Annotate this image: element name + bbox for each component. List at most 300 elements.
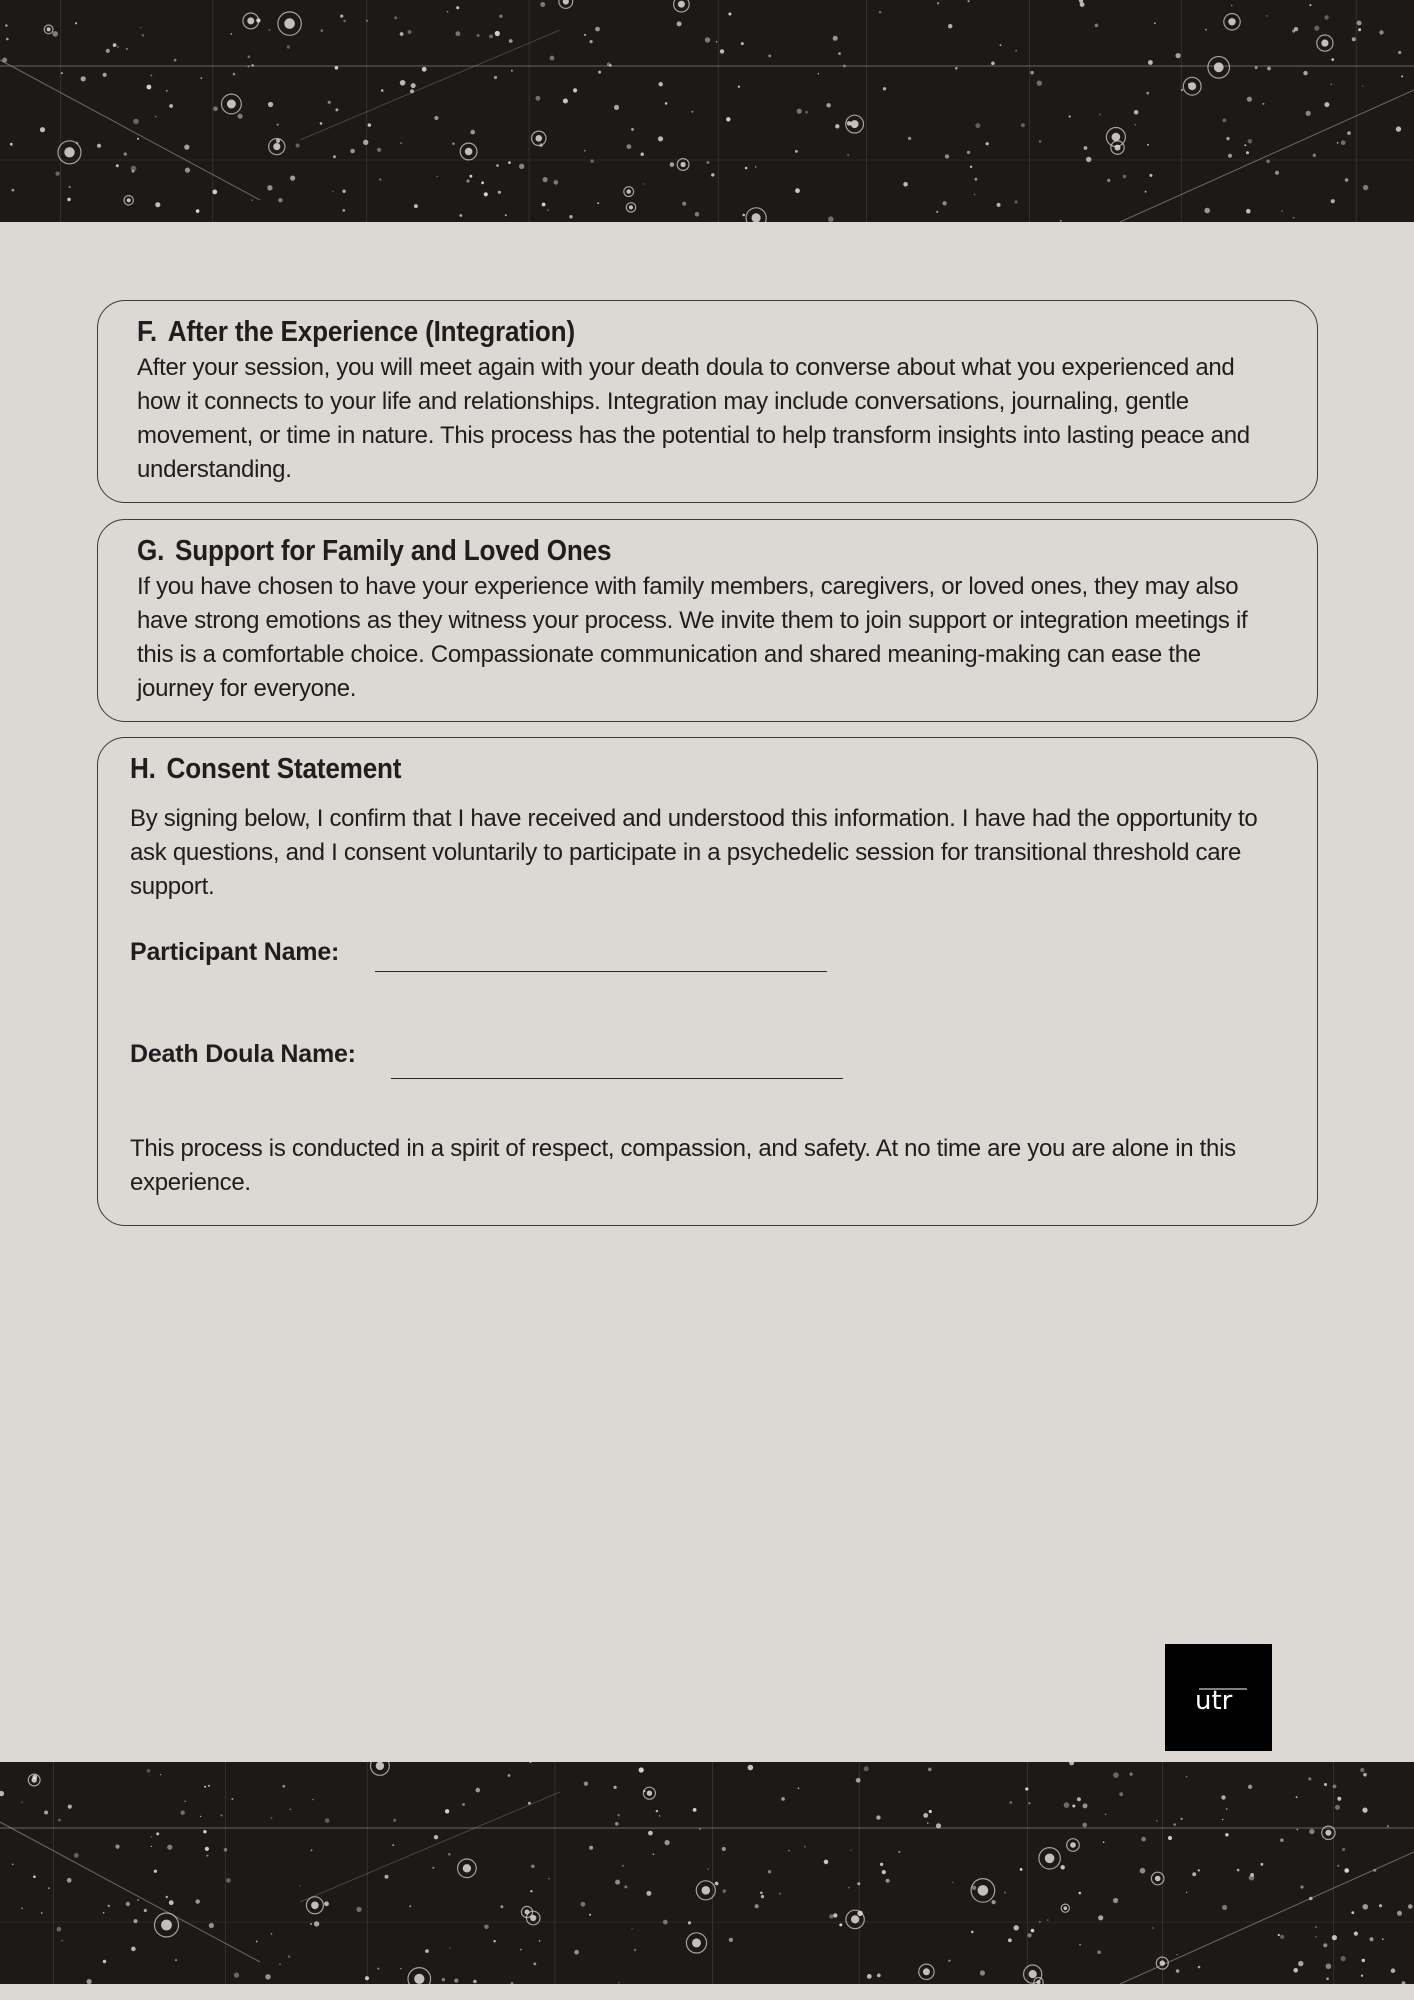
- star: [1308, 1777, 1311, 1780]
- star: [1292, 30, 1295, 33]
- star: [1344, 1868, 1349, 1873]
- star: [462, 1803, 465, 1806]
- ringed-star-core: [563, 0, 569, 5]
- star: [1382, 1938, 1384, 1940]
- star: [456, 6, 459, 9]
- ringed-star-core: [1064, 1906, 1068, 1910]
- star: [1119, 1792, 1123, 1796]
- star: [967, 151, 970, 154]
- star: [335, 66, 339, 70]
- star: [848, 154, 849, 155]
- star: [1309, 4, 1311, 6]
- ringed-star-core: [32, 1777, 37, 1782]
- section-body: If you have chosen to have your experience with family members, caregivers, or loved ones, they may also have strong emotions as they witness your process. We invite them to join support or integration meetings if this is a comfortable choice. Compassionate communication and shared meaning-making can ease the journey for everyone.: [137, 573, 1248, 702]
- star: [738, 86, 740, 88]
- star: [248, 65, 250, 67]
- star: [1303, 71, 1307, 75]
- star: [1373, 1869, 1376, 1872]
- star: [908, 137, 911, 140]
- star: [21, 1801, 23, 1803]
- star: [1246, 209, 1251, 214]
- star: [1064, 1802, 1070, 1808]
- star: [155, 116, 156, 117]
- consent-closing: This process is conducted in a spirit of respect, compassion, and safety. At no time are you are alone in this experience.: [130, 1135, 1236, 1196]
- star: [797, 109, 802, 114]
- ringed-star-core: [311, 1902, 319, 1910]
- star: [1370, 1937, 1374, 1941]
- star: [1261, 1863, 1264, 1866]
- star: [1306, 111, 1311, 116]
- star: [880, 1863, 883, 1866]
- star: [1168, 1836, 1172, 1840]
- star: [1275, 171, 1279, 175]
- star: [212, 190, 217, 195]
- ringed-star-core: [681, 162, 686, 167]
- constellation-line: [0, 1822, 260, 1962]
- star: [174, 59, 177, 62]
- star: [804, 1846, 806, 1848]
- star: [992, 1900, 996, 1904]
- star: [590, 40, 593, 43]
- star: [805, 111, 808, 114]
- star: [665, 102, 668, 105]
- star: [615, 1880, 620, 1885]
- star: [310, 1923, 312, 1925]
- star: [528, 1802, 531, 1805]
- star: [410, 89, 414, 93]
- star: [529, 1762, 531, 1763]
- star: [1098, 1915, 1103, 1920]
- star: [677, 21, 682, 26]
- star: [282, 1785, 285, 1788]
- star: [103, 1960, 106, 1963]
- star: [1148, 60, 1153, 65]
- star: [554, 180, 559, 185]
- star: [134, 1919, 138, 1923]
- consent-intro: By signing below, I confirm that I have received and understood this information. I have had the opportunity to ask questions, and I consent voluntarily to participate in a psychedelic session for transitional threshold care support.: [130, 805, 1258, 900]
- star: [1398, 51, 1401, 54]
- ringed-star-core: [1228, 18, 1235, 25]
- star: [795, 188, 800, 193]
- star: [61, 72, 63, 74]
- death-doula-name-row: [130, 1040, 1279, 1080]
- star: [1095, 24, 1099, 28]
- star: [1014, 1925, 1019, 1930]
- star: [597, 202, 599, 204]
- star: [1402, 1981, 1406, 1984]
- section-title-text: After the Experience (Integration): [167, 316, 575, 348]
- ringed-star-core: [530, 1915, 536, 1921]
- star: [1105, 1814, 1106, 1815]
- star: [879, 11, 881, 13]
- star: [843, 65, 846, 68]
- star: [838, 52, 841, 55]
- star: [470, 130, 475, 135]
- star: [695, 212, 700, 217]
- star: [494, 76, 497, 79]
- star: [1326, 1964, 1332, 1970]
- star: [1069, 115, 1071, 117]
- star: [196, 1899, 200, 1903]
- constellation-line: [0, 60, 260, 200]
- star: [1360, 1768, 1364, 1772]
- star: [886, 1879, 890, 1883]
- ringed-star-core: [923, 1968, 930, 1975]
- star: [1069, 1762, 1074, 1765]
- star: [1086, 157, 1091, 162]
- star: [818, 73, 819, 74]
- star: [137, 1899, 139, 1901]
- ringed-star-core: [465, 148, 473, 156]
- star: [1247, 97, 1252, 102]
- ringed-star-core: [284, 18, 295, 29]
- star: [1221, 1795, 1225, 1799]
- star: [252, 64, 254, 66]
- star: [175, 1959, 177, 1961]
- star: [1031, 1929, 1035, 1933]
- star: [716, 41, 718, 43]
- star: [296, 143, 300, 147]
- star: [937, 2, 939, 4]
- star: [1039, 1921, 1040, 1922]
- star: [332, 191, 333, 192]
- star: [1030, 71, 1034, 75]
- star: [1361, 1975, 1363, 1977]
- section-letter: F.: [137, 316, 157, 348]
- ringed-star-core: [752, 213, 761, 222]
- star: [975, 123, 980, 128]
- star: [425, 1949, 429, 1953]
- star: [470, 175, 473, 178]
- star: [1300, 1885, 1303, 1888]
- star: [169, 1900, 174, 1905]
- star: [1015, 50, 1017, 52]
- star: [798, 1788, 800, 1790]
- star: [67, 198, 71, 202]
- star: [614, 105, 619, 110]
- star: [1278, 1934, 1280, 1936]
- star: [1362, 1959, 1365, 1962]
- star: [1176, 1954, 1178, 1956]
- star: [498, 191, 501, 194]
- star: [595, 27, 600, 32]
- star: [131, 1947, 136, 1952]
- star: [97, 144, 101, 148]
- star: [768, 55, 771, 58]
- star: [265, 1974, 270, 1979]
- star: [481, 181, 484, 184]
- star: [1047, 1919, 1049, 1921]
- star: [864, 1766, 869, 1771]
- star: [688, 1921, 691, 1924]
- star: [745, 167, 748, 170]
- ringed-star-core: [702, 1886, 711, 1895]
- star: [230, 33, 232, 35]
- star: [495, 31, 500, 36]
- star: [484, 192, 488, 196]
- star: [1293, 1968, 1298, 1973]
- star: [21, 1908, 23, 1910]
- star: [742, 214, 745, 217]
- constellation-line: [300, 1792, 560, 1902]
- star: [200, 1816, 201, 1817]
- star: [631, 128, 634, 131]
- ringed-star-core: [161, 1920, 172, 1931]
- star: [1008, 1938, 1012, 1942]
- star: [181, 1811, 185, 1815]
- star: [385, 1875, 389, 1879]
- star: [986, 142, 989, 145]
- star: [409, 1905, 411, 1907]
- ringed-star-core: [1321, 40, 1328, 47]
- star: [533, 1963, 536, 1966]
- star: [634, 1949, 637, 1952]
- star: [454, 1979, 458, 1983]
- star: [221, 1814, 223, 1816]
- star: [693, 1808, 697, 1812]
- star: [1244, 144, 1246, 146]
- star: [1079, 1892, 1082, 1895]
- star: [450, 1948, 451, 1949]
- star: [1351, 1911, 1354, 1914]
- star: [715, 1882, 719, 1886]
- brand-logo-text: utr: [1194, 1685, 1232, 1716]
- ringed-star-core: [1045, 1854, 1055, 1864]
- star: [563, 99, 568, 104]
- star: [124, 152, 127, 155]
- star: [1345, 178, 1349, 182]
- star: [867, 1974, 872, 1979]
- star: [300, 1885, 301, 1886]
- star: [321, 29, 324, 32]
- star: [856, 1778, 861, 1783]
- star: [1387, 1825, 1389, 1827]
- participant-name-signature-line[interactable]: [375, 971, 827, 972]
- ringed-star-core: [1115, 145, 1121, 151]
- star: [1331, 58, 1334, 61]
- star: [1181, 89, 1183, 91]
- star: [1156, 1820, 1157, 1821]
- star: [850, 1850, 851, 1851]
- star: [511, 70, 513, 72]
- star: [393, 1819, 396, 1822]
- star: [400, 80, 406, 86]
- star: [169, 104, 173, 108]
- ringed-star-core: [692, 1938, 701, 1947]
- star: [333, 155, 336, 158]
- ringed-star-core: [1070, 1842, 1076, 1848]
- star: [609, 64, 612, 67]
- star: [1222, 1819, 1223, 1820]
- star: [256, 1941, 258, 1943]
- star: [1352, 37, 1356, 41]
- star: [1225, 1833, 1228, 1836]
- star: [972, 1886, 976, 1890]
- star: [167, 1845, 172, 1850]
- star: [659, 1815, 661, 1817]
- star: [927, 1822, 929, 1824]
- star: [903, 182, 908, 187]
- star: [1255, 66, 1258, 69]
- star: [1192, 1872, 1196, 1876]
- star: [501, 1905, 504, 1908]
- death-doula-name-signature-line[interactable]: [391, 1078, 843, 1079]
- star: [781, 1797, 785, 1801]
- star: [106, 49, 110, 53]
- star: [835, 124, 839, 128]
- star: [760, 1892, 763, 1895]
- ringed-star-core: [629, 205, 633, 209]
- star: [442, 1978, 445, 1981]
- star: [788, 1850, 790, 1852]
- death-doula-name-label: Death Doula Name:: [130, 1040, 356, 1068]
- star: [142, 34, 144, 36]
- star: [761, 1895, 764, 1898]
- star: [1231, 5, 1232, 6]
- star: [57, 1927, 62, 1932]
- star: [1149, 174, 1152, 177]
- ringed-star-core: [627, 189, 631, 193]
- star: [1072, 1805, 1075, 1808]
- star: [56, 172, 60, 176]
- star: [277, 124, 279, 126]
- star: [741, 42, 744, 45]
- star: [646, 1891, 651, 1896]
- star: [670, 162, 675, 167]
- star: [408, 30, 412, 34]
- star: [540, 2, 545, 7]
- star: [1186, 1776, 1188, 1778]
- star: [833, 36, 838, 41]
- star: [1298, 1961, 1303, 1966]
- star: [1281, 210, 1283, 212]
- star: [154, 1870, 157, 1873]
- star: [550, 56, 555, 61]
- star: [1309, 1897, 1313, 1901]
- star: [140, 27, 141, 28]
- star: [69, 186, 71, 188]
- star: [116, 164, 119, 167]
- star: [350, 149, 355, 154]
- star: [144, 1909, 147, 1912]
- star: [1335, 1805, 1340, 1810]
- star: [1028, 1802, 1030, 1804]
- star: [723, 1889, 727, 1893]
- star: [1309, 1829, 1314, 1834]
- ringed-star-core: [1325, 1830, 1331, 1836]
- star: [1099, 114, 1101, 116]
- ringed-star-core: [678, 1, 685, 8]
- star-map-footer-band: [0, 1762, 1414, 1984]
- star: [1000, 44, 1002, 46]
- star: [590, 159, 594, 163]
- star: [271, 1933, 273, 1935]
- star: [108, 1905, 110, 1907]
- star: [1323, 1943, 1327, 1947]
- star: [1226, 137, 1229, 140]
- star: [184, 145, 189, 150]
- star: [589, 1914, 591, 1916]
- section-family-support: [97, 519, 1318, 722]
- star: [1097, 1950, 1101, 1954]
- star: [288, 1955, 290, 1957]
- ringed-star-core: [536, 135, 543, 142]
- star: [58, 1819, 61, 1822]
- star: [1060, 220, 1062, 222]
- star-field-top: [0, 0, 1414, 222]
- star: [137, 138, 139, 140]
- star: [343, 20, 345, 22]
- star: [208, 1785, 210, 1787]
- star: [1363, 1773, 1367, 1777]
- star: [67, 1878, 72, 1883]
- star: [312, 1799, 313, 1800]
- star: [400, 1968, 402, 1970]
- section-letter: H.: [130, 753, 156, 785]
- star: [493, 1940, 495, 1942]
- star: [1226, 1808, 1228, 1810]
- section-title: [137, 532, 1165, 570]
- star: [968, 0, 970, 2]
- star: [238, 114, 243, 119]
- star: [103, 73, 107, 77]
- star: [368, 123, 371, 126]
- star: [826, 103, 830, 107]
- star: [569, 215, 573, 219]
- star: [665, 1840, 670, 1845]
- section-title-text: Consent Statement: [166, 753, 402, 785]
- star: [1401, 75, 1403, 77]
- star: [519, 164, 524, 169]
- star: [499, 15, 502, 18]
- star: [829, 1914, 833, 1918]
- star: [997, 203, 1001, 207]
- star: [160, 1774, 161, 1775]
- star: [883, 87, 886, 90]
- ringed-star-core: [64, 147, 74, 157]
- star: [12, 189, 15, 192]
- star: [103, 1912, 105, 1914]
- ringed-star-core: [1029, 1970, 1037, 1978]
- star: [1337, 142, 1339, 144]
- star: [411, 83, 416, 88]
- star: [248, 56, 251, 59]
- star: [581, 1902, 586, 1907]
- star: [706, 161, 709, 164]
- star: [991, 62, 995, 66]
- star: [1266, 160, 1270, 164]
- star: [728, 13, 731, 16]
- star: [530, 1890, 532, 1892]
- star: [147, 85, 152, 90]
- star: [898, 1851, 900, 1853]
- star: [1337, 1797, 1341, 1801]
- star: [1331, 84, 1332, 85]
- star: [699, 1828, 701, 1830]
- section-body: After your session, you will meet again with your death doula to converse about what you experienced and how it connects to your life and relationships. Integration may include conversations, journaling, gentle movement, or time in nature. This process has the potential to help transform insights into lasting peace and understanding.: [137, 354, 1250, 483]
- star: [936, 1823, 941, 1828]
- star: [1147, 144, 1149, 146]
- star: [452, 143, 454, 145]
- star: [1337, 1865, 1339, 1867]
- star: [278, 198, 282, 202]
- star: [81, 76, 86, 81]
- star: [755, 1904, 759, 1908]
- star: [711, 173, 714, 176]
- star: [340, 15, 343, 18]
- star: [643, 183, 644, 184]
- star: [1186, 1892, 1187, 1893]
